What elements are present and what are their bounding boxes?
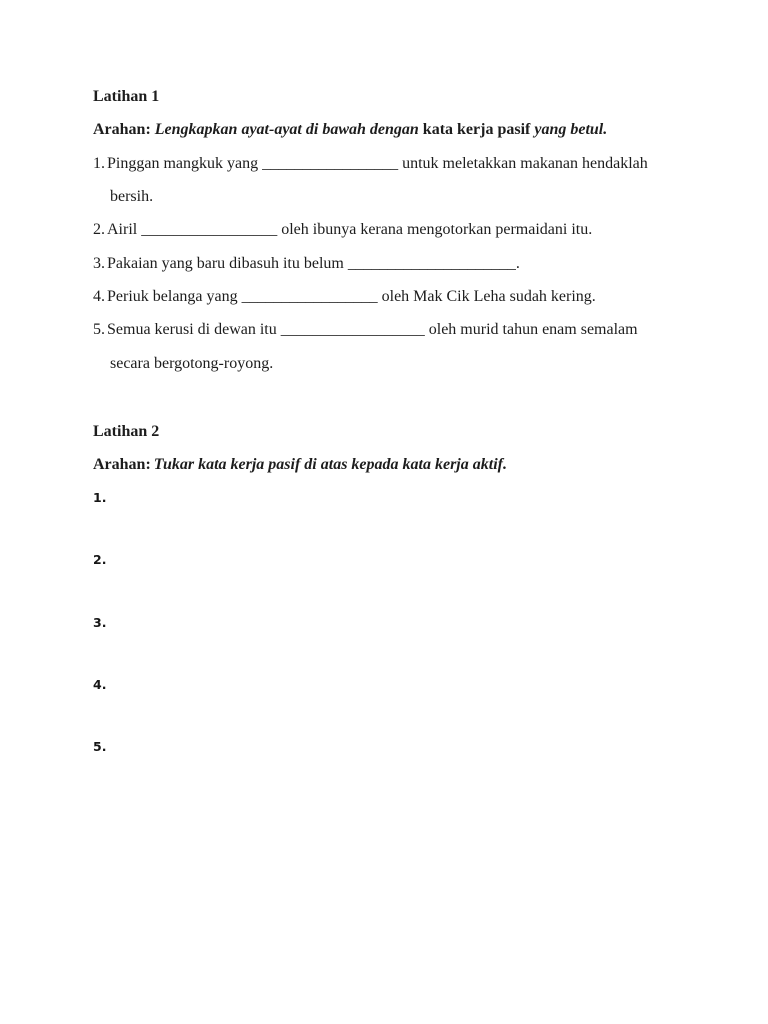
exercise-1-title: Latihan 1 <box>93 88 160 105</box>
exercise-2-item-1-number: 1. <box>93 490 107 505</box>
question-text-before: Airil <box>107 221 142 238</box>
question-number: 2. <box>93 221 105 238</box>
answer-blank: _________________ <box>262 155 399 172</box>
question-text-continuation: secara bergotong-royong. <box>110 355 274 372</box>
question-1-line-1 <box>93 154 648 174</box>
exercise-1-instruction <box>93 120 607 140</box>
question-text-before: Semua kerusi di dewan itu <box>107 321 281 338</box>
exercise-2-item-3-number: 3. <box>93 615 107 630</box>
question-text-after: oleh ibunya kerana mengotorkan permaidani itu. <box>277 221 593 238</box>
question-1-line-2 <box>93 187 153 207</box>
exercise-2-title: Latihan 2 <box>93 423 160 440</box>
answer-blank: _________________ <box>241 288 378 305</box>
instruction-label: Arahan: <box>93 121 155 138</box>
exercise-2-item-2-number: 2. <box>93 552 107 567</box>
question-text-before: Pakaian yang baru dibasuh itu belum <box>107 255 348 272</box>
instruction-italic-1: Lengkapkan ayat-ayat di bawah dengan <box>154 121 423 138</box>
question-text-after: . <box>515 255 520 272</box>
question-5-line-1 <box>93 320 638 340</box>
question-5-line-2 <box>93 354 273 374</box>
instruction-label: Arahan: <box>93 456 151 473</box>
answer-blank: __________________ <box>280 321 425 338</box>
instruction-italic-1: Tukar kata kerja pasif di atas kepada kata kerja aktif. <box>153 456 507 473</box>
question-text-before: Pinggan mangkuk yang <box>107 155 263 172</box>
exercise-2-instruction <box>93 455 507 475</box>
question-text-before: Periuk belanga yang <box>107 288 242 305</box>
answer-blank: _____________________ <box>347 255 516 272</box>
exercise-2-item-5-number: 5. <box>93 739 107 754</box>
question-text-after: oleh murid tahun enam semalam <box>424 321 638 338</box>
question-number: 3. <box>93 255 105 272</box>
question-2-line-1 <box>93 220 592 240</box>
instruction-italic-2: yang betul. <box>534 121 608 138</box>
question-text-after: untuk meletakkan makanan hendaklah <box>398 155 648 172</box>
question-text-after: oleh Mak Cik Leha sudah kering. <box>377 288 596 305</box>
question-text-continuation: bersih. <box>110 188 154 205</box>
question-number: 5. <box>93 321 105 338</box>
instruction-normal-1: kata kerja pasif <box>422 121 535 138</box>
question-4-line-1 <box>93 287 596 307</box>
question-number: 1. <box>93 155 105 172</box>
exercise-2-item-4-number: 4. <box>93 677 107 692</box>
question-number: 4. <box>93 288 105 305</box>
question-3-line-1 <box>93 254 520 274</box>
answer-blank: _________________ <box>141 221 278 238</box>
